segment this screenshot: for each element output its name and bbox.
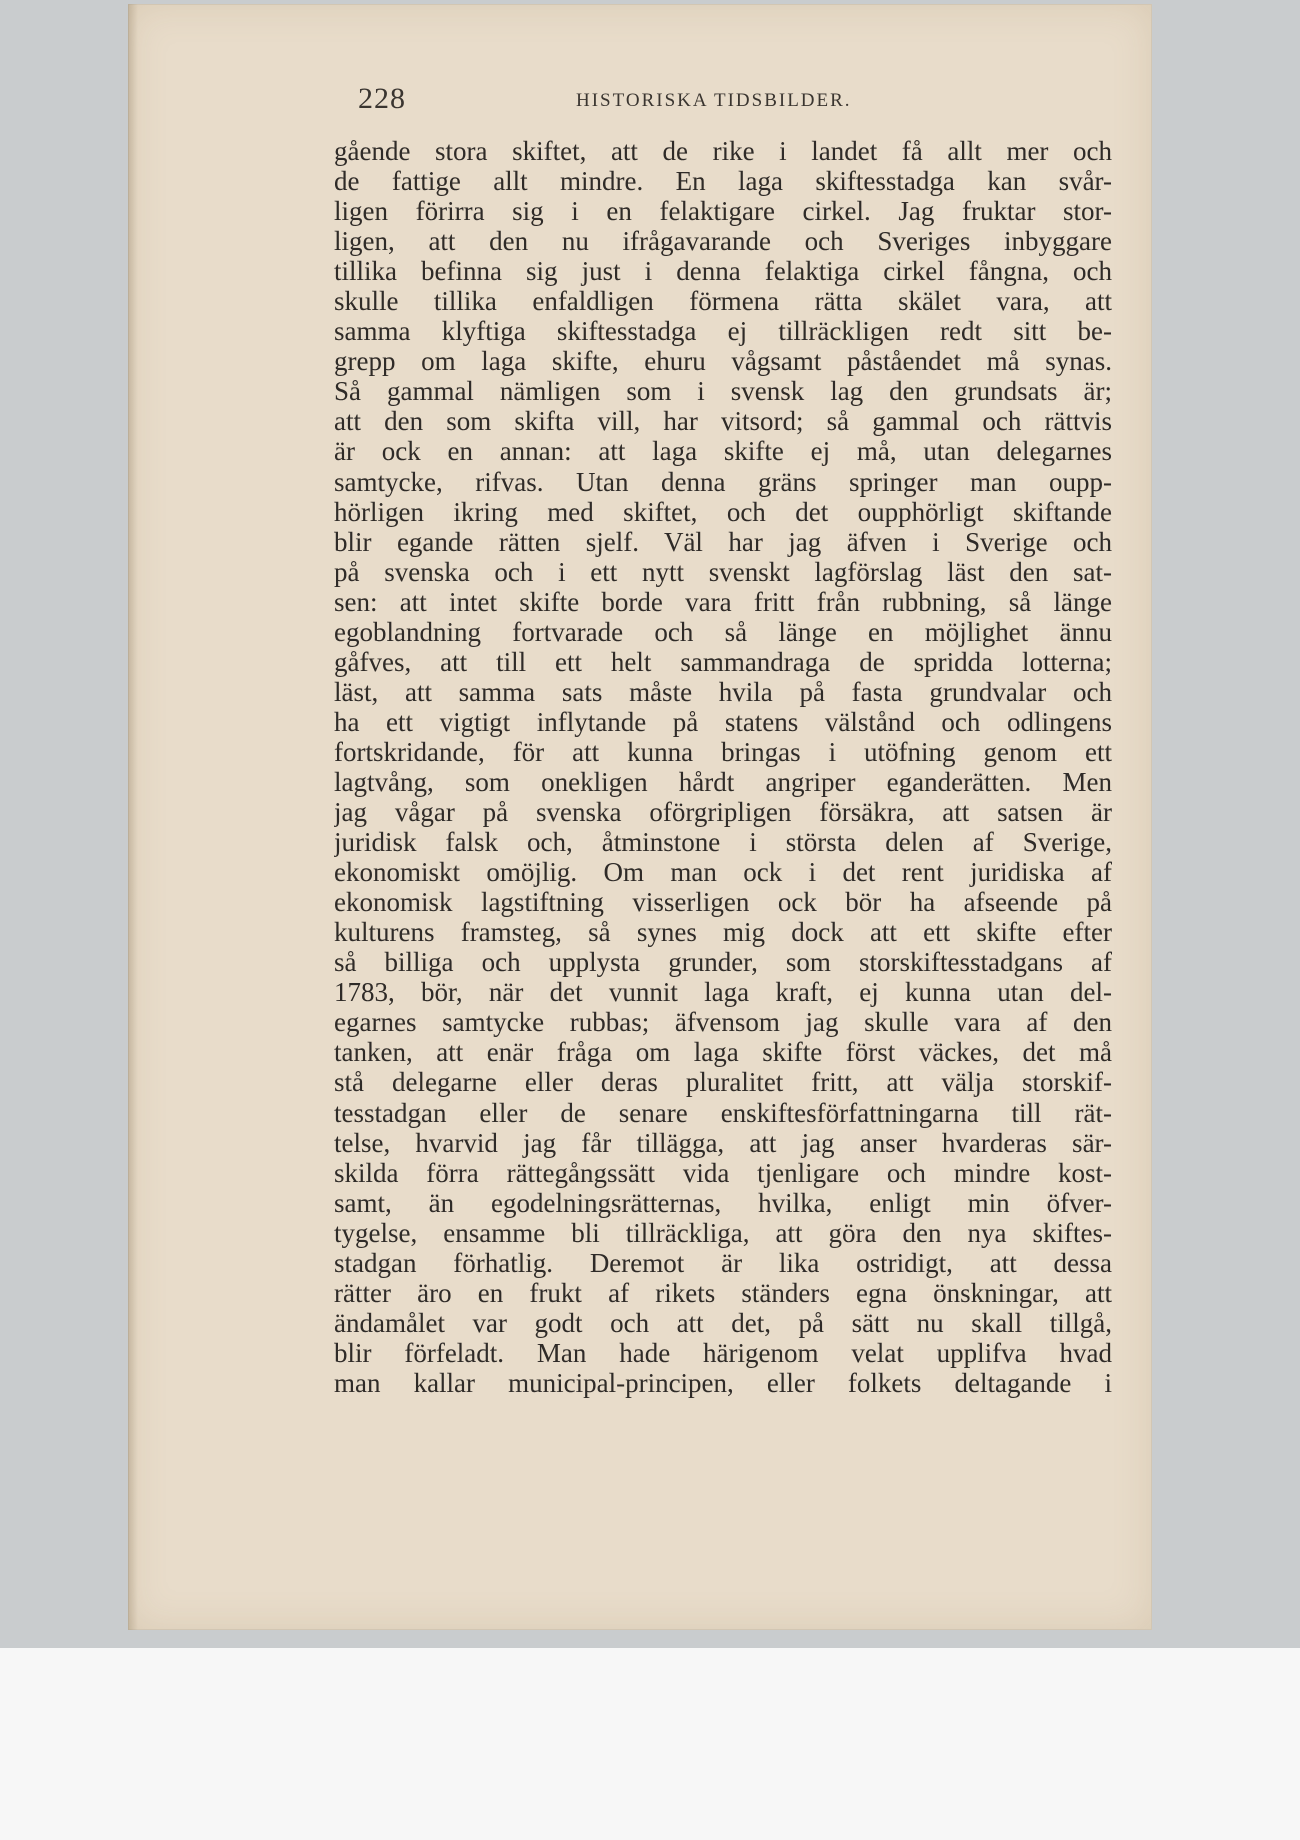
- text-line: egarnes samtycke rubbas; äfvensom jag skulle vara af den: [334, 1007, 1112, 1038]
- text-line: Så gammal nämligen som i svensk lag den grundsats är;: [334, 376, 1112, 407]
- text-line: ligen förirra sig i en felaktigare cirkel. Jag fruktar stor-: [334, 196, 1112, 227]
- text-line: gåfves, att till ett helt sammandraga de spridda lotterna;: [334, 646, 1112, 677]
- text-line: kulturens framsteg, så synes mig dock att ett skifte efter: [334, 917, 1112, 948]
- text-line: grepp om laga skifte, ehuru vågsamt påståendet må synas.: [334, 346, 1112, 377]
- text-line: tanken, att enär fråga om laga skifte först väckes, det må: [334, 1037, 1112, 1068]
- text-line: 1783, bör, när det vunnit laga kraft, ej kunna utan del-: [334, 977, 1112, 1008]
- text-line: samt, än egodelningsrätternas, hvilka, enligt min öfver-: [334, 1187, 1112, 1218]
- text-line: juridisk falsk och, åtminstone i största delen af Sverige,: [334, 827, 1112, 858]
- text-line: rätter äro en frukt af rikets ständers egna önskningar, att: [334, 1277, 1112, 1308]
- text-line: tygelse, ensamme bli tillräckliga, att göra den nya skiftes-: [334, 1217, 1112, 1248]
- page-edge-shadow: [128, 4, 138, 1630]
- text-line: gående stora skiftet, att de rike i landet få allt mer och: [334, 136, 1112, 166]
- text-line: man kallar municipal-principen, eller folkets deltagande i: [334, 1367, 1112, 1398]
- text-line: ekonomisk lagstiftning visserligen ock bör ha afseende på: [334, 887, 1112, 918]
- text-line: lagtvång, som onekligen hårdt angriper eganderätten. Men: [334, 766, 1112, 797]
- text-line: så billiga och upplysta grunder, som storskiftesstadgans af: [334, 947, 1112, 978]
- text-line: stadgan förhatlig. Deremot är lika ostridigt, att dessa: [334, 1247, 1112, 1278]
- text-line: skulle tillika enfaldligen förmena rätta skälet vara, att: [334, 286, 1112, 317]
- text-line: samma klyftiga skiftesstadga ej tillräckligen redt sitt be-: [334, 316, 1112, 347]
- book-page: [128, 4, 1152, 1630]
- text-line: hörligen ikring med skiftet, och det oupphörligt skiftande: [334, 496, 1112, 527]
- text-line: ekonomiskt omöjlig. Om man ock i det rent juridiska af: [334, 857, 1112, 888]
- text-line: läst, att samma sats måste hvila på fasta grundvalar och: [334, 676, 1112, 707]
- text-line: tillika befinna sig just i denna felaktiga cirkel fångna, och: [334, 256, 1112, 287]
- text-line: ligen, att den nu ifrågavarande och Sveriges inbyggare: [334, 226, 1112, 257]
- page-number: 228: [358, 82, 406, 115]
- text-line: de fattige allt mindre. En laga skiftesstadga kan svår-: [334, 166, 1112, 197]
- text-line: stå delegarne eller deras pluralitet fritt, att välja storskif-: [334, 1067, 1112, 1098]
- text-line: är ock en annan: att laga skifte ej må, utan delegarnes: [334, 436, 1112, 467]
- text-line: fortskridande, för att kunna bringas i utöfning genom ett: [334, 736, 1112, 767]
- running-head: [358, 82, 1098, 122]
- text-line: samtycke, rifvas. Utan denna gräns springer man oupp-: [334, 466, 1112, 497]
- text-line: ha ett vigtigt inflytande på statens välstånd och odlingens: [334, 706, 1112, 737]
- text-line: skilda förra rättegångssätt vida tjenligare och mindre kost-: [334, 1157, 1112, 1188]
- text-line: sen: att intet skifte borde vara fritt från rubbning, så länge: [334, 586, 1112, 617]
- text-line: tesstadgan eller de senare enskiftesförfattningarna till rät-: [334, 1097, 1112, 1128]
- text-line: att den som skifta vill, har vitsord; så gammal och rättvis: [334, 406, 1112, 437]
- scanner-background: [0, 1648, 1300, 1840]
- text-line: telse, hvarvid jag får tillägga, att jag anser hvarderas sär-: [334, 1127, 1112, 1158]
- text-line: på svenska och i ett nytt svenskt lagförslag läst den sat-: [334, 556, 1112, 587]
- running-title: HISTORISKA TIDSBILDER.: [576, 90, 852, 111]
- body-text: [334, 136, 1112, 1398]
- text-line: blir egande rätten sjelf. Väl har jag äfven i Sverige och: [334, 526, 1112, 557]
- text-line: blir förfeladt. Man hade härigenom velat upplifva hvad: [334, 1337, 1112, 1368]
- text-line: ändamålet var godt och att det, på sätt nu skall tillgå,: [334, 1307, 1112, 1338]
- text-line: egoblandning fortvarade och så länge en möjlighet ännu: [334, 616, 1112, 647]
- text-line: jag vågar på svenska oförgripligen försäkra, att satsen är: [334, 797, 1112, 828]
